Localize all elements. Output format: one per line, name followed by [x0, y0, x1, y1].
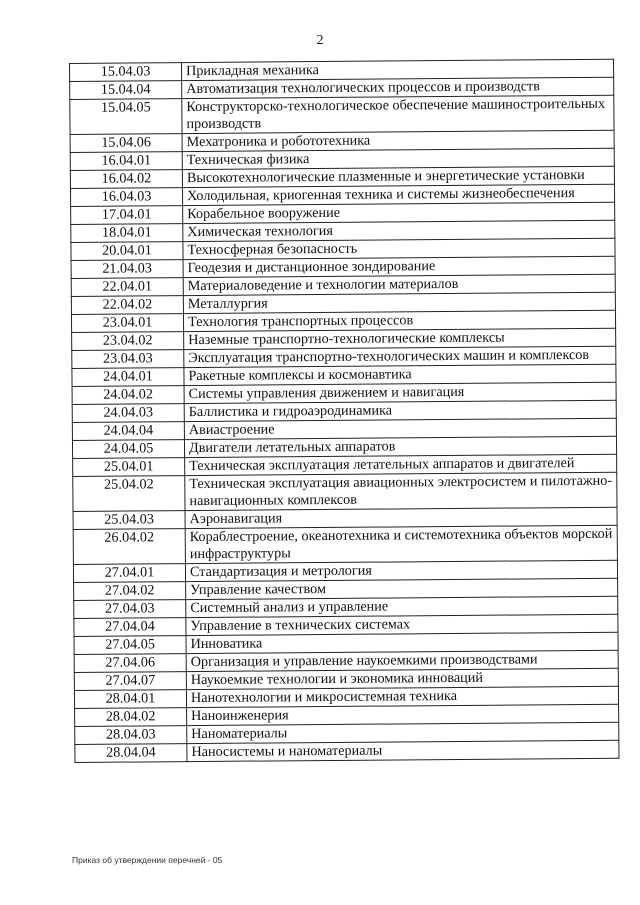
specialty-name: Авиастроение [184, 418, 616, 439]
specialty-code: 24.04.01 [72, 368, 184, 387]
specialty-code: 17.04.01 [71, 206, 183, 225]
specialty-code: 28.04.02 [75, 708, 187, 727]
specialty-code: 15.04.05 [70, 99, 182, 135]
specialties-table [69, 59, 619, 763]
specialty-name: Стандартизация и метрология [185, 560, 617, 581]
specialty-name: Наноматериалы [187, 722, 619, 743]
specialty-name: Автоматизация технологических процессов и производств [182, 77, 614, 98]
specialty-name: Геодезия и дистанционное зондирование [183, 256, 615, 277]
specialty-name: Технология транспортных процессов [183, 310, 615, 331]
specialty-code: 24.04.02 [72, 386, 184, 405]
specialty-name: Металлургия [183, 292, 615, 313]
specialty-name: Аэронавигация [185, 507, 617, 528]
specialty-code: 16.04.03 [70, 188, 182, 207]
specialty-name: Баллистика и гидроаэродинамика [184, 400, 616, 421]
specialty-name: Конструкторско-технологическое обеспечение машиностроительных производств [182, 95, 614, 133]
specialty-name: Высокотехнологические плазменные и энергетические установки [182, 166, 614, 187]
specialty-code: 27.04.05 [74, 636, 186, 655]
specialty-code: 15.04.03 [70, 63, 182, 82]
specialty-code: 25.04.03 [73, 511, 185, 530]
specialty-name: Эксплуатация транспортно-технологических машин и комплексов [184, 346, 616, 367]
table-row [75, 740, 619, 762]
specialty-name: Инноватика [186, 632, 618, 653]
specialty-code: 22.04.01 [71, 278, 183, 297]
specialty-code: 27.04.01 [73, 564, 185, 583]
specialty-name: Техническая физика [182, 148, 614, 169]
specialty-code: 20.04.01 [71, 242, 183, 261]
specialty-code: 27.04.02 [74, 582, 186, 601]
specialty-name: Системный анализ и управление [186, 596, 618, 617]
specialty-name: Техносферная безопасность [183, 238, 615, 259]
specialty-name: Системы управления движением и навигация [184, 382, 616, 403]
document-footer: Приказ об утверждении перечней - 05 [72, 855, 223, 865]
specialty-name: Наноинженерия [187, 704, 619, 725]
specialty-name: Техническая эксплуатация авиационных электросистем и пилотажно-навигационных комплексов [185, 472, 617, 510]
specialty-code: 25.04.01 [73, 458, 185, 477]
specialty-code: 24.04.03 [72, 404, 184, 423]
specialty-name: Наносистемы и наноматериалы [187, 740, 619, 761]
specialty-code: 27.04.04 [74, 618, 186, 637]
specialty-code: 24.04.05 [72, 440, 184, 459]
specialty-name: Двигатели летательных аппаратов [184, 436, 616, 457]
specialty-code: 28.04.01 [74, 690, 186, 709]
specialty-code: 25.04.02 [73, 476, 185, 512]
specialty-name: Наземные транспортно-технологические комплексы [184, 328, 616, 349]
specialty-name: Материаловедение и технологии материалов [183, 274, 615, 295]
specialty-name: Холодильная, криогенная техника и системы жизнеобеспечения [182, 184, 614, 205]
specialty-code: 23.04.02 [72, 332, 184, 351]
specialty-code: 15.04.06 [70, 134, 182, 153]
specialty-code: 18.04.01 [71, 224, 183, 243]
specialty-code: 16.04.02 [70, 170, 182, 189]
specialty-name: Управление в технических системах [186, 614, 618, 635]
specialty-name: Прикладная механика [182, 59, 614, 80]
specialty-code: 16.04.01 [70, 152, 182, 171]
specialty-name: Наукоемкие технологии и экономика инноваций [186, 668, 618, 689]
table-row [70, 95, 614, 134]
specialty-name: Ракетные комплексы и космонавтика [184, 364, 616, 385]
specialty-code: 27.04.07 [74, 672, 186, 691]
specialty-name: Техническая эксплуатация летательных аппаратов и двигателей [185, 454, 617, 475]
specialties-table-wrapper [69, 59, 619, 763]
specialty-code: 21.04.03 [71, 260, 183, 279]
table-row [73, 472, 617, 511]
specialty-code: 28.04.03 [75, 726, 187, 745]
specialties-table-body [70, 59, 619, 762]
specialty-name: Кораблестроение, океанотехника и системотехника объектов морской инфраструктуры [185, 525, 617, 563]
page-number: 2 [316, 33, 324, 48]
specialty-name: Химическая технология [183, 220, 615, 241]
specialty-code: 23.04.03 [72, 350, 184, 369]
specialty-code: 15.04.04 [70, 81, 182, 100]
specialty-code: 26.04.02 [73, 529, 185, 565]
specialty-code: 27.04.06 [74, 654, 186, 673]
specialty-name: Управление качеством [186, 578, 618, 599]
specialty-name: Мехатроника и робототехника [182, 130, 614, 151]
specialty-name: Нанотехнологии и микросистемная техника [186, 686, 618, 707]
specialty-name: Корабельное вооружение [183, 202, 615, 223]
specialty-name: Организация и управление наукоемкими производствами [186, 650, 618, 671]
table-row [73, 525, 617, 564]
specialty-code: 28.04.04 [75, 744, 187, 763]
specialty-code: 27.04.03 [74, 600, 186, 619]
specialty-code: 24.04.04 [72, 422, 184, 441]
specialty-code: 22.04.02 [71, 296, 183, 315]
specialty-code: 23.04.01 [71, 314, 183, 333]
